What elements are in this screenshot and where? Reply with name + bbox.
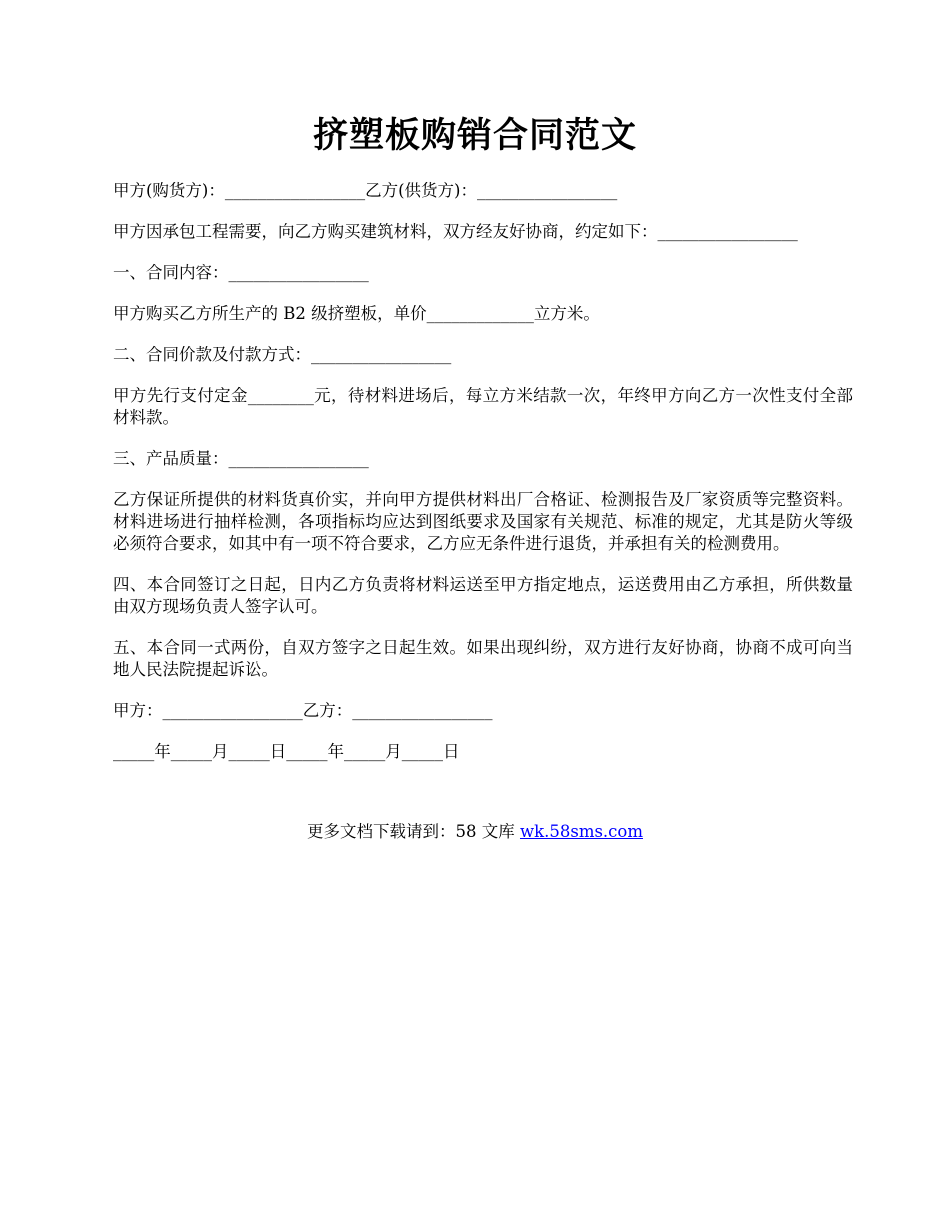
intro-blank: _________________ [657,222,798,241]
sign-party-b-label: 乙方： [302,701,353,720]
parties-line [113,180,853,202]
sign-party-b-blank: _________________ [352,701,493,720]
footer-download-note [0,821,950,843]
section-1-blank: _________________ [228,263,369,282]
sign-party-a-blank: _________________ [162,701,303,720]
section-1-title: 一、合同内容： [113,263,229,282]
section-3-heading [113,448,853,470]
unit-price-blank: _____________ [426,304,534,323]
section-5-paragraph: 五、本合同一式两份，自双方签字之日起生效。如果出现纠纷，双方进行友好协商，协商不成可向当地人民法院提起诉讼。 [113,638,853,679]
section-1-heading [113,262,853,284]
footer-link[interactable]: wk.58sms.com [519,822,643,841]
intro-paragraph [113,221,853,243]
section-2-heading [113,344,853,366]
section-2-body [113,385,853,429]
party-b-label: 乙方(供货方)： [365,181,477,200]
section-1-body [113,303,853,325]
section-1-text-after: 立方米。 [533,304,600,323]
section-4-paragraph: 四、本合同签订之日起，日内乙方负责将材料运送至甲方指定地点，运送费用由乙方承担，所供数量由双方现场负责人签字认可。 [113,575,853,616]
section-3-blank: _________________ [228,449,369,468]
sign-party-a-label: 甲方： [113,701,163,720]
party-a-blank: _________________ [224,181,366,200]
section-2-blank: _________________ [311,345,452,364]
section-1-text-before: 甲方购买乙方所生产的 B2 级挤塑板，单价 [113,304,427,323]
section-3-title: 三、产品质量： [113,449,229,468]
party-a-label: 甲方(购货方)： [113,181,225,200]
section-2-title: 二、合同价款及付款方式： [113,345,311,364]
section-2-text-after: 元，待材料进场后，每立方米结款一次，年终甲方向乙方一次性支付全部材料款。 [113,386,854,427]
party-b-blank: _________________ [477,181,618,200]
signature-line [113,700,853,722]
section-3-body: 乙方保证所提供的材料货真价实，并向甲方提供材料出厂合格证、检测报告及厂家资质等完整资料。材料进场进行抽样检测，各项指标均应达到图纸要求及国家有关规范、标准的规定，尤其是防火等级必须符合要求，如其中有一项不符合要求，乙方应无条件进行退货，并承担有关的检测费用。 [113,490,853,553]
date-line: _____年_____月_____日_____年_____月_____日 [113,742,460,761]
section-2-text-before: 甲方先行支付定金 [113,386,248,405]
intro-text: 甲方因承包工程需要，向乙方购买建筑材料，双方经友好协商，约定如下： [113,222,658,241]
document-body [113,180,853,782]
footer-text: 更多文档下载请到：58 文库 [306,822,520,841]
document-title: 挤塑板购销合同范文 [312,115,637,156]
deposit-blank: ________ [247,386,314,405]
